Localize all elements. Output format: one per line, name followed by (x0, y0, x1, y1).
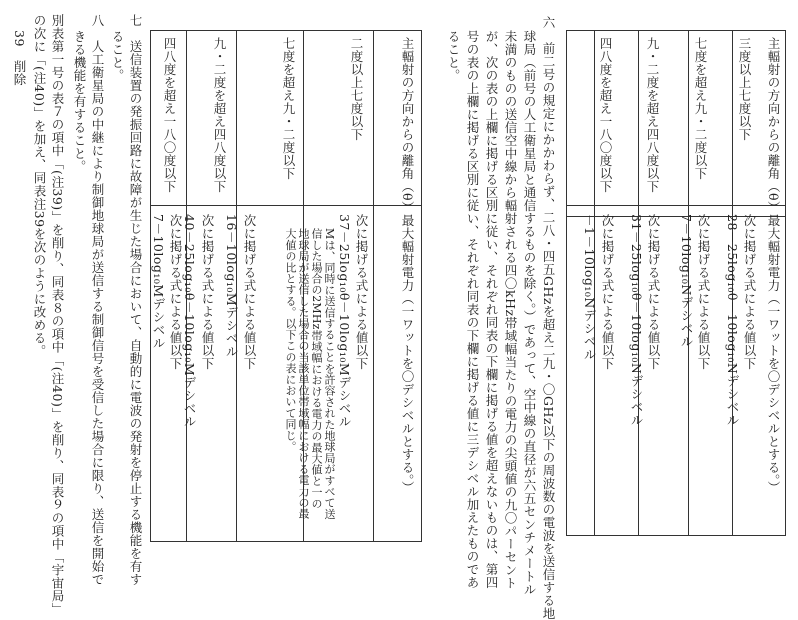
table2-row2-range: 七度を超え九・二度以下 (281, 37, 296, 180)
table2-note-3: 地球局が送信した場合の当該単位帯域幅における電力の最 (297, 228, 310, 520)
table2-row1-formula-a: 次に掲げる式による値以下 (354, 214, 369, 370)
table-2 (150, 30, 422, 215)
table1-header-left: 主輻射の方向からの離角（θ） (766, 37, 781, 215)
table2-row4-formula-b: 7－10log₁₀Mデシベル (151, 214, 166, 350)
table2-row4-formula-a: 次に掲げる式による値以下 (168, 214, 183, 370)
para7-line1: 七 送信装置の発振回路に故障が生じた場合において、自動的に電波の発射を停止する機能を有す (128, 14, 143, 586)
table1-header-right: 最大輻射電力（一ワットを〇デシベルとする。） (766, 214, 781, 494)
table2-header-left: 主輻射の方向からの離角（θ） (400, 37, 415, 215)
para8-line2: きる機能を有すること。 (72, 30, 87, 173)
table1-row3-formula-a: 次に掲げる式による値以下 (646, 214, 661, 370)
table2-note-4: 大値の比とする。以下この表において同じ。 (284, 228, 297, 452)
table1-row4-range: 四八度を超え一八〇度以下 (598, 37, 613, 193)
table-1-lower (566, 206, 786, 536)
table2-row1-range: 二度以上七度以下 (349, 37, 364, 141)
table2-row2-formula-b: 16－10log₁₀Mデシベル (224, 214, 239, 359)
table1-row1-range: 三度以上七度以下 (737, 37, 752, 141)
table1-row1-formula-a: 次に掲げる式による値以下 (742, 214, 757, 370)
table1-row3-formula-b: 31－25log₁₀θ－10log₁₀Nデシベル (629, 214, 644, 427)
amendment-line2: の次に「(注40)」を加え、同表注39を次のように改める。 (32, 14, 47, 358)
para6-line3: 未満のものの送信空中線から輻射される四〇kHz帯域幅当たりの電力の尖頭値の九〇パーセント (503, 30, 518, 590)
table-1 (566, 30, 786, 215)
para8-line1: 八 人工衛星局の中継により制御地球局が送信する制御信号を受信した場合に限り、送信を開始で (90, 14, 105, 586)
table1-row4-formula-a: 次に掲げる式による値以下 (600, 214, 615, 370)
table1-row2-formula-b: 7－10log₁₀Nデシベル (679, 214, 694, 348)
table2-note-2: 信した場合の2MHz帯域幅における電力の最大値と一の (310, 228, 323, 509)
table-2-lower (150, 206, 422, 542)
table2-note-1: Mは、同時に送信することを許容された地球局がすべて送 (323, 228, 336, 520)
para6-line6: ること。 (446, 30, 461, 82)
para7-line2: ること。 (110, 30, 125, 82)
table2-row2-formula-a: 次に掲げる式による値以下 (242, 214, 257, 370)
para6-line2: 球局（前号の人工衛星局と通信するものを除く。）であって、空中線の直径が六五センチメートル (522, 30, 537, 596)
table2-header-right: 最大輻射電力（一ワットを〇デシベルとする。） (400, 214, 415, 494)
table2-row3-formula-a: 次に掲げる式による値以下 (200, 214, 215, 370)
table1-row4-formula-b: －1－10log₁₀Nデシベル (582, 214, 597, 361)
table2-row3-range: 九・二度を超え四八度以下 (212, 37, 227, 193)
para6-line1: 六 前二号の規定にかかわらず、二八・四五GHzを超え二九・〇GHz以下の周波数の電波を送信する地 (541, 16, 556, 620)
table1-row1-formula-b: 28－25log₁₀θ－10log₁₀Nデシベル (725, 214, 740, 427)
table1-row2-range: 七度を超え九・二度以下 (693, 37, 708, 180)
amendment-line1: 別表第一号の表７の項中「(注39)」を削り、同表８の項中「(注40)」を削り、同表９の項中「宇宙局」 (50, 14, 65, 616)
para6-line4: が、次の表の上欄に掲げる区別に従い、それぞれ同表の下欄に掲げる値を超えないものは、第四 (484, 30, 499, 589)
table1-row2-formula-a: 次に掲げる式による値以下 (696, 214, 711, 370)
table2-row1-formula-b: 37－25log₁₀θ－10log₁₀Mデシベル (337, 214, 352, 429)
table2-row3-formula-b: 40－25log₁₀θ－10log₁₀Mデシベル (182, 214, 197, 429)
table1-row3-range: 九・二度を超え四八度以下 (645, 37, 660, 193)
para6-line5: 号の表の上欄に掲げる区別に従い、それぞれ同表の下欄に掲げる値に三デシベル加えたものであ (465, 30, 480, 589)
table2-row4-range: 四八度を超え一八〇度以下 (162, 37, 177, 193)
footer-line: 39 削除 (12, 30, 27, 86)
